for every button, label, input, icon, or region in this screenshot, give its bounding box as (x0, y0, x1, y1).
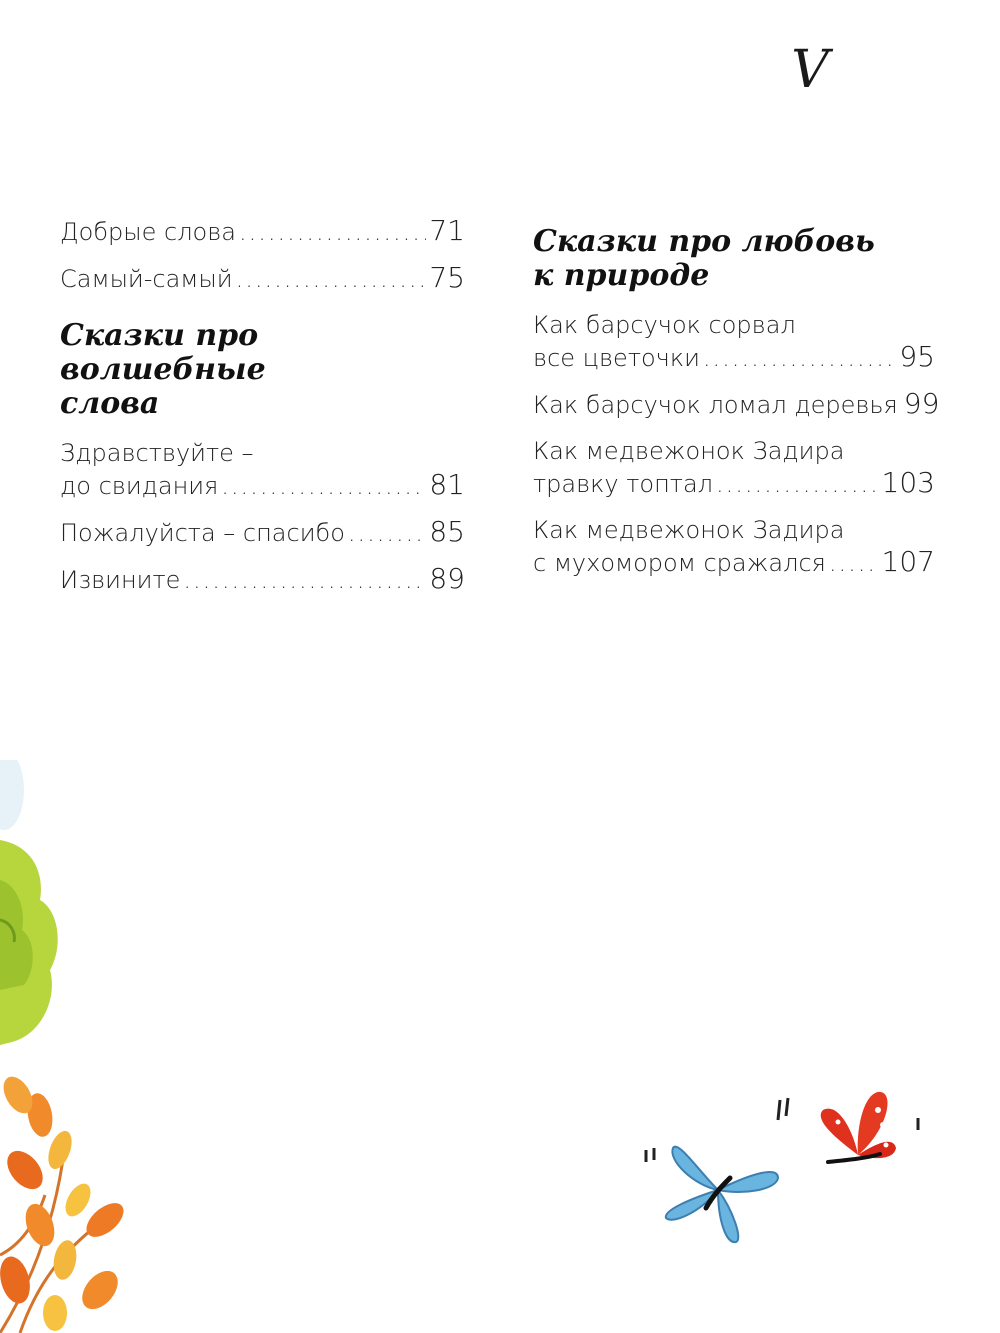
toc-entry-title-line: Как барсучок сорвал (533, 311, 796, 339)
toc-entry-title: Добрые слова (60, 218, 236, 246)
green-tree-illustration (0, 760, 70, 1060)
dot-leader (236, 263, 427, 295)
toc-entry-title: с мухомором сражался (533, 549, 826, 577)
dot-leader (703, 342, 896, 374)
page-number: V (791, 40, 829, 100)
toc-entry[interactable] (533, 387, 940, 421)
toc-entry[interactable] (60, 262, 465, 295)
toc-entry-title-line: Как медвежонок Задира (533, 437, 845, 465)
toc-entry[interactable] (533, 309, 935, 374)
section-heading-line: к природе (533, 258, 710, 293)
toc-entry-title: Пожалуйста – спасибо (60, 519, 345, 547)
toc-entry-page: 107 (881, 545, 935, 578)
dot-leader (716, 468, 879, 500)
toc-entry-title: Извините (60, 566, 181, 594)
dot-leader (829, 547, 879, 579)
toc-entry-title-line: Как медвежонок Задира (533, 516, 845, 544)
section-heading (533, 225, 935, 293)
toc-entry-page: 99 (903, 387, 940, 420)
toc-entry-page: 89 (429, 562, 465, 595)
dot-leader (183, 564, 426, 596)
toc-entry-page: 103 (881, 466, 935, 499)
blue-butterfly-icon (638, 1130, 788, 1250)
toc-entry-title: травку топтал (533, 470, 714, 498)
toc-entry-title: все цветочки (533, 344, 700, 372)
orange-flowers-illustration (0, 1075, 135, 1333)
red-butterfly-icon (768, 1080, 928, 1175)
toc-entry-page: 81 (429, 468, 465, 501)
toc-right-column (533, 224, 940, 593)
toc-entry-title: Как барсучок ломал деревья (533, 391, 898, 419)
toc-entry-title-line: Здравствуйте – (60, 439, 254, 467)
toc-entry[interactable] (60, 215, 465, 248)
dot-leader (221, 470, 426, 502)
toc-entry-page: 71 (429, 214, 465, 247)
section-heading (60, 319, 465, 421)
toc-entry-page: 85 (429, 515, 465, 548)
toc-left-column (60, 215, 465, 610)
toc-entry[interactable] (533, 514, 935, 579)
toc-entry[interactable] (60, 516, 465, 549)
section-heading-line: слова (60, 386, 160, 421)
toc-entry[interactable] (60, 563, 465, 596)
toc-entry-page: 75 (429, 261, 465, 294)
section-heading-line: Сказки про волшебные (60, 318, 266, 387)
toc-entry-page: 95 (899, 340, 935, 373)
toc-entry-title: до свидания (60, 472, 219, 500)
toc-entry[interactable] (533, 435, 935, 500)
dot-leader (239, 216, 426, 248)
toc-entry[interactable] (60, 437, 465, 502)
toc-entry-title: Самый-самый (60, 265, 233, 293)
section-heading-line: Сказки про любовь (533, 224, 875, 259)
dot-leader (348, 517, 426, 549)
